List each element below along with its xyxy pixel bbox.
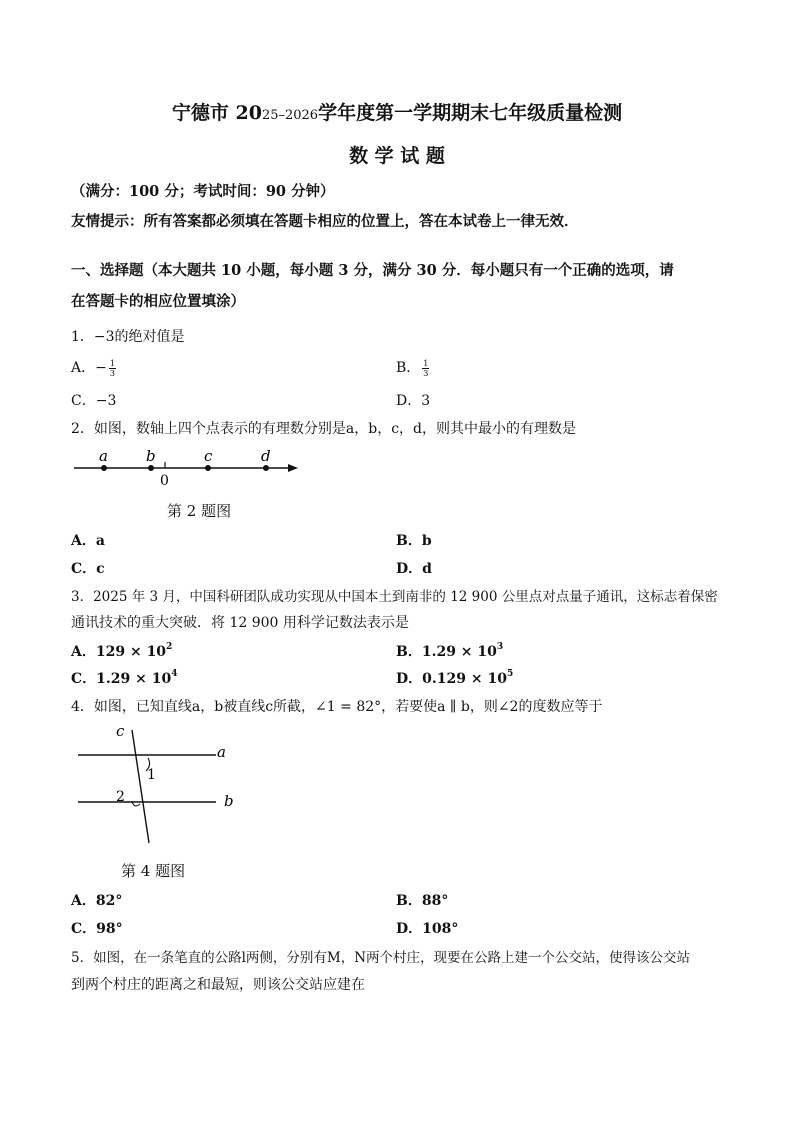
q1-option-c: C．−3 bbox=[71, 393, 117, 409]
q1-stem: 1．−3的绝对值是 bbox=[71, 329, 185, 345]
q3-option-c: C．$1.29 \times 10^4$ bbox=[71, 669, 178, 687]
label-b: b bbox=[146, 447, 156, 465]
q2-stem: 2．如图，数轴上四个点表示的有理数分别是a，b，c，d，则其中最小的有理数是 bbox=[71, 421, 577, 437]
point-c bbox=[205, 465, 211, 471]
q5-stem-line1: 5．如图，在一条笔直的公路l两侧，分别有M，N两个村庄，现要在公路上建一个公交站，使得该公交站 bbox=[71, 950, 691, 966]
q3-option-b: B．$1.29 \times 10^3$ bbox=[396, 642, 504, 660]
q2-number-line-figure bbox=[70, 443, 302, 489]
subject-title: 数 学 试 题 bbox=[349, 145, 445, 167]
q4-parallel-lines-figure bbox=[72, 718, 244, 848]
q5-stem-line2: 到两个村庄的距离之和最短，则该公交站应建在 bbox=[71, 977, 365, 993]
label-a: a bbox=[217, 743, 226, 761]
point-d bbox=[263, 465, 269, 471]
point-b bbox=[148, 465, 154, 471]
q2-figure-caption: 第 2 题图 bbox=[167, 502, 232, 520]
label-d: d bbox=[261, 447, 271, 465]
q3-stem-line2: 通讯技术的重大突破．将 12 900 用科学记数法表示是 bbox=[71, 615, 409, 631]
q1-option-a: A．− $\frac{1}{3}$ bbox=[71, 358, 115, 378]
section-heading-line1: 一、选择题（本大题共 10 小题，每小题 3 分，满分 30 分．每小题只有一个正确的选项，请 bbox=[71, 262, 674, 279]
q4-option-b: B．88° bbox=[396, 893, 449, 909]
label-b: b bbox=[224, 792, 234, 810]
q3-stem-line1: 3．2025 年 3 月，中国科研团队成功实现从中国本土到南非的 12 900 公里点对点量子通讯，这标志着保密 bbox=[71, 589, 718, 605]
q2-option-b: B．b bbox=[396, 533, 432, 549]
q1-option-d: D．3 bbox=[396, 393, 431, 409]
q3-option-a: A．$129 \times 10^2$ bbox=[71, 642, 173, 660]
q4-figure-caption: 第 4 题图 bbox=[121, 862, 186, 880]
point-a bbox=[101, 465, 107, 471]
exam-title: 宁德市 2025–2026学年度第一学期期末七年级质量检测 bbox=[171, 102, 623, 124]
label-angle-2: 2 bbox=[116, 789, 125, 805]
q4-option-c: C．98° bbox=[71, 921, 123, 937]
q4-option-a: A．82° bbox=[71, 893, 123, 909]
label-a: a bbox=[99, 447, 108, 465]
transversal-c bbox=[132, 730, 149, 843]
exam-info: （满分：100 分；考试时间：90 分钟） bbox=[71, 183, 335, 200]
label-c: c bbox=[116, 722, 125, 740]
q2-option-a: A．a bbox=[71, 533, 105, 549]
q1-option-b: B． $\frac{1}{3}$ bbox=[396, 358, 429, 378]
notice: 友情提示：所有答案都必须填在答题卡相应的位置上，答在本试卷上一律无效． bbox=[71, 213, 579, 230]
q3-option-d: D．$0.129 \times 10^5$ bbox=[396, 669, 514, 687]
q2-option-d: D．d bbox=[396, 561, 432, 577]
section-heading-line2: 在答题卡的相应位置填涂） bbox=[71, 293, 245, 310]
q4-option-d: D．108° bbox=[396, 921, 459, 937]
label-angle-1: 1 bbox=[147, 767, 156, 783]
q4-stem: 4．如图，已知直线a，b被直线c所截，∠1 = 82°，若要使a ∥ b，则∠2的度数应等于 bbox=[71, 699, 603, 715]
label-c: c bbox=[204, 447, 213, 465]
arrow-head-icon bbox=[288, 464, 298, 472]
label-zero: 0 bbox=[160, 473, 169, 489]
q2-option-c: C．c bbox=[71, 561, 105, 577]
